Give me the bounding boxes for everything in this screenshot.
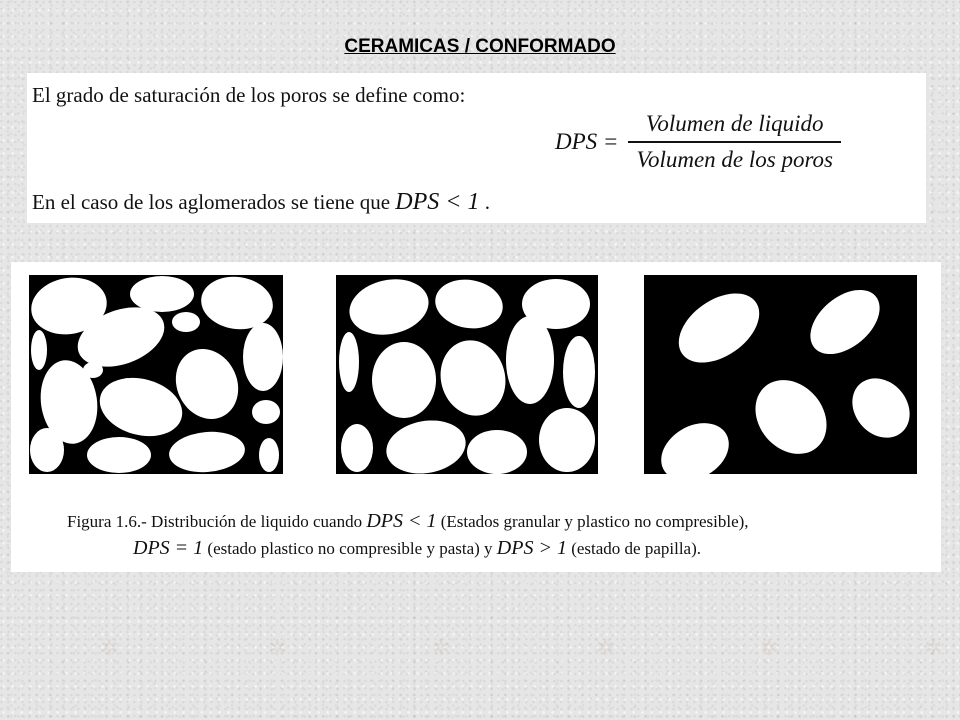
particle [539,408,595,472]
panel-dps-less-1 [27,272,283,475]
case-text: En el caso de los aglomerados se tiene que [32,190,391,214]
caption-text3: (estado de papilla). [571,539,702,558]
watermark-icon: ✲ [100,636,119,661]
formula-numerator: Volumen de liquido [645,111,824,136]
watermark-icon: ✲ [268,636,287,661]
formula-denominator: Volumen de los poros [628,141,841,173]
dps-formula [555,111,841,173]
formula-fraction [628,111,841,173]
figure-illustration [11,262,941,502]
caption-cond1: DPS < 1 [366,510,437,532]
particle [30,428,64,472]
particle [172,312,200,332]
watermark-icon: ✲ [432,636,451,661]
case-end: . [484,190,490,214]
particle [130,276,194,312]
particle [259,438,279,472]
particle [83,362,103,378]
particle [506,316,554,404]
figure-caption [67,508,937,562]
particle [467,430,527,474]
watermark-icon: ✲ [924,636,943,661]
definition-intro: El grado de saturación de los poros se define como: [32,83,466,107]
caption-prefix: Figura 1.6.- Distribución de liquido cuando [67,512,363,531]
formula-lhs: DPS = [555,129,619,154]
definition-panel [27,73,926,223]
caption-cond2: DPS = 1 [133,537,204,559]
caption-cond3: DPS > 1 [496,537,567,559]
definition-case [32,189,490,216]
figure-panel [11,262,941,572]
particle [252,400,280,424]
particle [87,437,151,473]
watermark-icon: ✲ [760,636,779,661]
caption-text1: (Estados granular y plastico no compresible), [440,512,749,531]
watermark-icon: ✲ [596,636,615,661]
panel-dps-greater-1 [644,275,921,493]
caption-text2: (estado plastico no compresible y pasta) y [207,539,493,558]
particle [341,424,373,472]
particle [563,336,595,408]
particle [372,342,436,418]
particle [339,332,359,392]
particle [243,323,283,391]
case-math: DPS < 1 [395,189,480,215]
panel-dps-equal-1 [336,272,598,479]
page-title: CERAMICAS / CONFORMADO [344,36,616,57]
particle [31,330,47,370]
